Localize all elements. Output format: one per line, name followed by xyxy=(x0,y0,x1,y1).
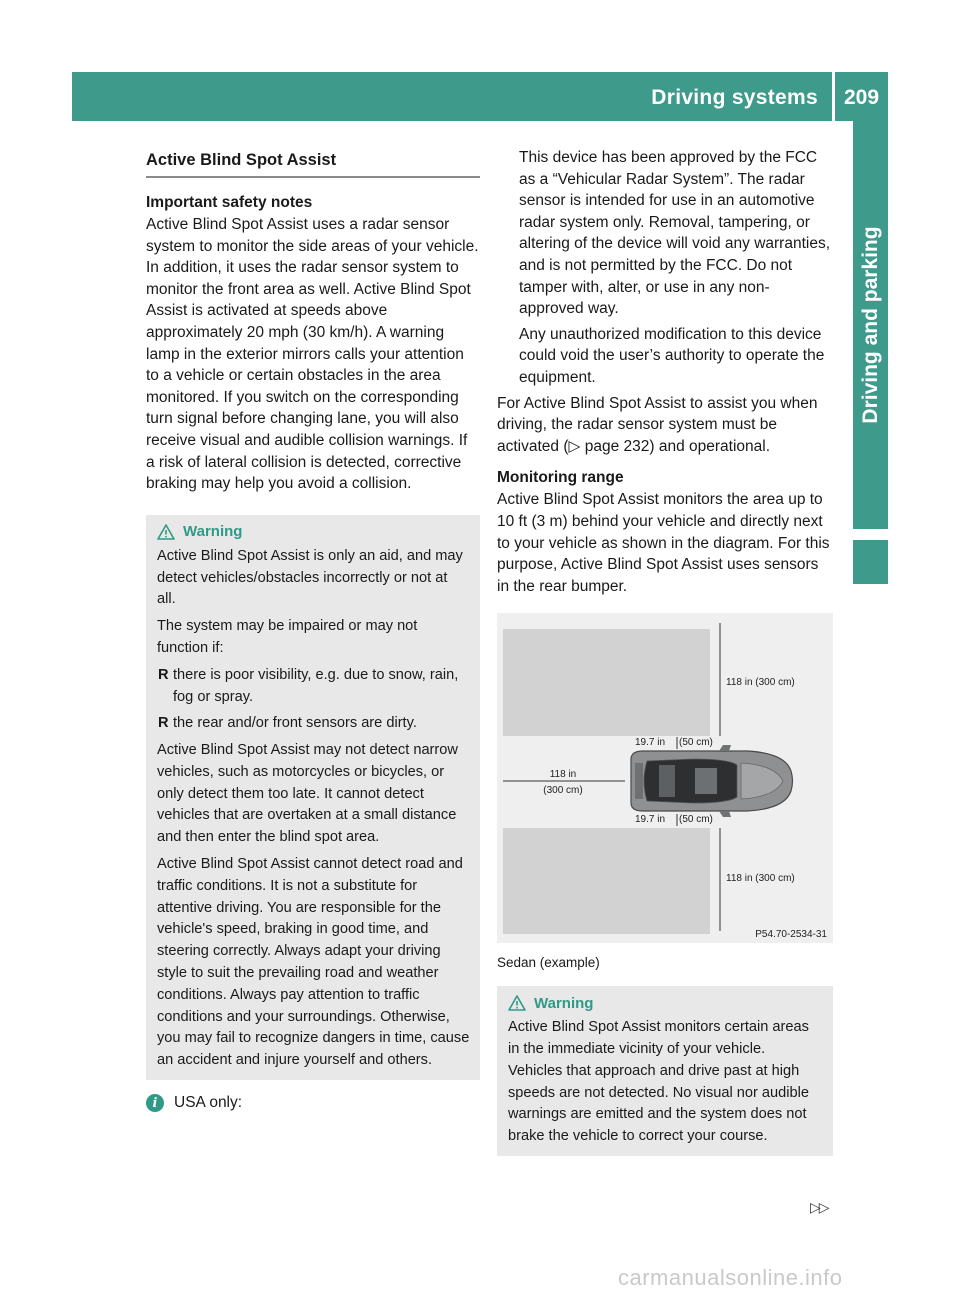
bullet-item: R there is poor visibility, e.g. due to snow, rain, fog or spray. xyxy=(158,666,459,705)
top-gap-label: 19.7 in xyxy=(635,737,666,749)
watermark: carmanualsonline.info xyxy=(618,1265,843,1290)
warning-box-left xyxy=(146,515,480,1080)
warning-title: Warning xyxy=(534,994,594,1012)
left-column xyxy=(146,151,480,1112)
right-column xyxy=(497,151,833,1156)
warning-header xyxy=(508,992,823,1014)
diagram-svg xyxy=(497,613,833,943)
info-text: USA only: xyxy=(174,1094,243,1112)
subsection-title-monitoring: Monitoring range xyxy=(497,469,624,487)
bottom-gap-metric-label: (50 cm) xyxy=(679,814,713,826)
warning-box-right xyxy=(497,986,833,1156)
bottom-detection-zone xyxy=(503,828,710,934)
monitoring-paragraph: Active Blind Spot Assist monitors the area up to 10 ft (3 m) behind your vehicle and directly next to your vehicle as shown in the diagram. For this purpose, Active Blind Spot Assist uses sensors in the rear bumper. xyxy=(497,491,830,595)
warning-title: Warning xyxy=(183,523,243,541)
warning-bullet-list xyxy=(157,665,470,735)
bullet-marker: R xyxy=(158,715,169,732)
warning-paragraph: Active Blind Spot Assist may not detect narrow vehicles, such as motorcycles or bicycles, or only detect them too late. It cannot detect vehicles that are overtaken at a small distance and then enter the blind spot area. xyxy=(157,742,458,846)
page-number: 209 xyxy=(843,86,880,109)
monitoring-range-diagram xyxy=(497,613,833,943)
top-detection-zone xyxy=(503,629,710,736)
side-tab-label: Driving and parking xyxy=(858,226,882,424)
warning-paragraph: Active Blind Spot Assist monitors certain areas in the immediate vicinity of your vehicle. Vehicles that approach and drive past at high speeds are not detected. No visual nor audible warnings are emitted and the system does not brake the vehicle to correct your course. xyxy=(508,1019,809,1145)
warning-paragraph: Active Blind Spot Assist is only an aid, and may detect vehicles/obstacles incorrectly or not at all. xyxy=(157,547,463,608)
warning-paragraph: Active Blind Spot Assist cannot detect road and traffic conditions. It is not a substitute for attentive driving. You are responsible for the vehicle's speed, braking in good time, and steering correctly. Always adapt your driving style to suit the prevailing road and weather conditions. Always pay attention to traffic conditions and your surroundings. Otherwise, you may fail to recognize dangers in time, cause an accident and injure yourself and others. xyxy=(157,856,470,1069)
figure-caption: Sedan (example) xyxy=(497,955,600,971)
bottom-gap-label: 19.7 in xyxy=(635,814,666,826)
continued-arrow-icon: ▷▷ xyxy=(810,1199,828,1215)
side-tab-marker xyxy=(853,540,888,584)
bullet-item: R the rear and/or front sensors are dirty. xyxy=(157,713,470,735)
section-title: Active Blind Spot Assist xyxy=(146,151,480,178)
intro-paragraph: Active Blind Spot Assist uses a radar sensor system to monitor the side areas of your vehicle. In addition, it uses the radar sensor system to monitor the front area as well. Active Blind Spot Assist is activated at speeds above approximately 20 mph (30 km/h). A warning lamp in the exterior mirrors calls your attention to a vehicle or certain obstacles in the area monitored. If you switch on the corresponding turn signal before changing lane, you will also receive visual and audible collision warnings. If a risk of lateral collision is detected, corrective braking may help you avoid a collision. xyxy=(146,216,479,493)
subsection-title-safety: Important safety notes xyxy=(146,194,313,211)
page-header-title: Driving systems xyxy=(651,86,818,109)
activation-paragraph: For Active Blind Spot Assist to assist you when driving, the radar sensor system must be activated (▷ page 232) and operational. xyxy=(497,394,818,455)
fcc-paragraph: This device has been approved by the FCC as a “Vehicular Radar System”. The radar sensor is intended for use in an automotive radar system only. Removal, tampering, or altering of the device will void any warranties, and is not permitted by the FCC. Do not tamper with, alter, or use in any non-approved way. xyxy=(519,149,831,318)
rear-distance-label: 118 in xyxy=(549,769,577,781)
rear-distance-metric-label: (300 cm) xyxy=(543,785,583,797)
warning-paragraph: The system may be impaired or may not function if: xyxy=(157,618,418,656)
fcc-paragraph: Any unauthorized modification to this device could void the user’s authority to operate the equipment. xyxy=(519,325,825,386)
figure-code: P54.70-2534-31 xyxy=(755,929,827,941)
info-note xyxy=(146,1094,480,1112)
bottom-zone-label: 118 in (300 cm) xyxy=(726,873,795,885)
info-icon: i xyxy=(146,1094,164,1112)
warning-triangle-icon xyxy=(508,995,526,1011)
top-gap-metric-label: (50 cm) xyxy=(679,737,713,749)
warning-header xyxy=(157,521,470,543)
sedan-top-view xyxy=(631,745,793,817)
top-zone-label: 118 in (300 cm) xyxy=(726,677,795,689)
bullet-marker: R xyxy=(158,666,169,683)
fcc-notice xyxy=(497,147,833,389)
warning-triangle-icon xyxy=(157,524,175,540)
